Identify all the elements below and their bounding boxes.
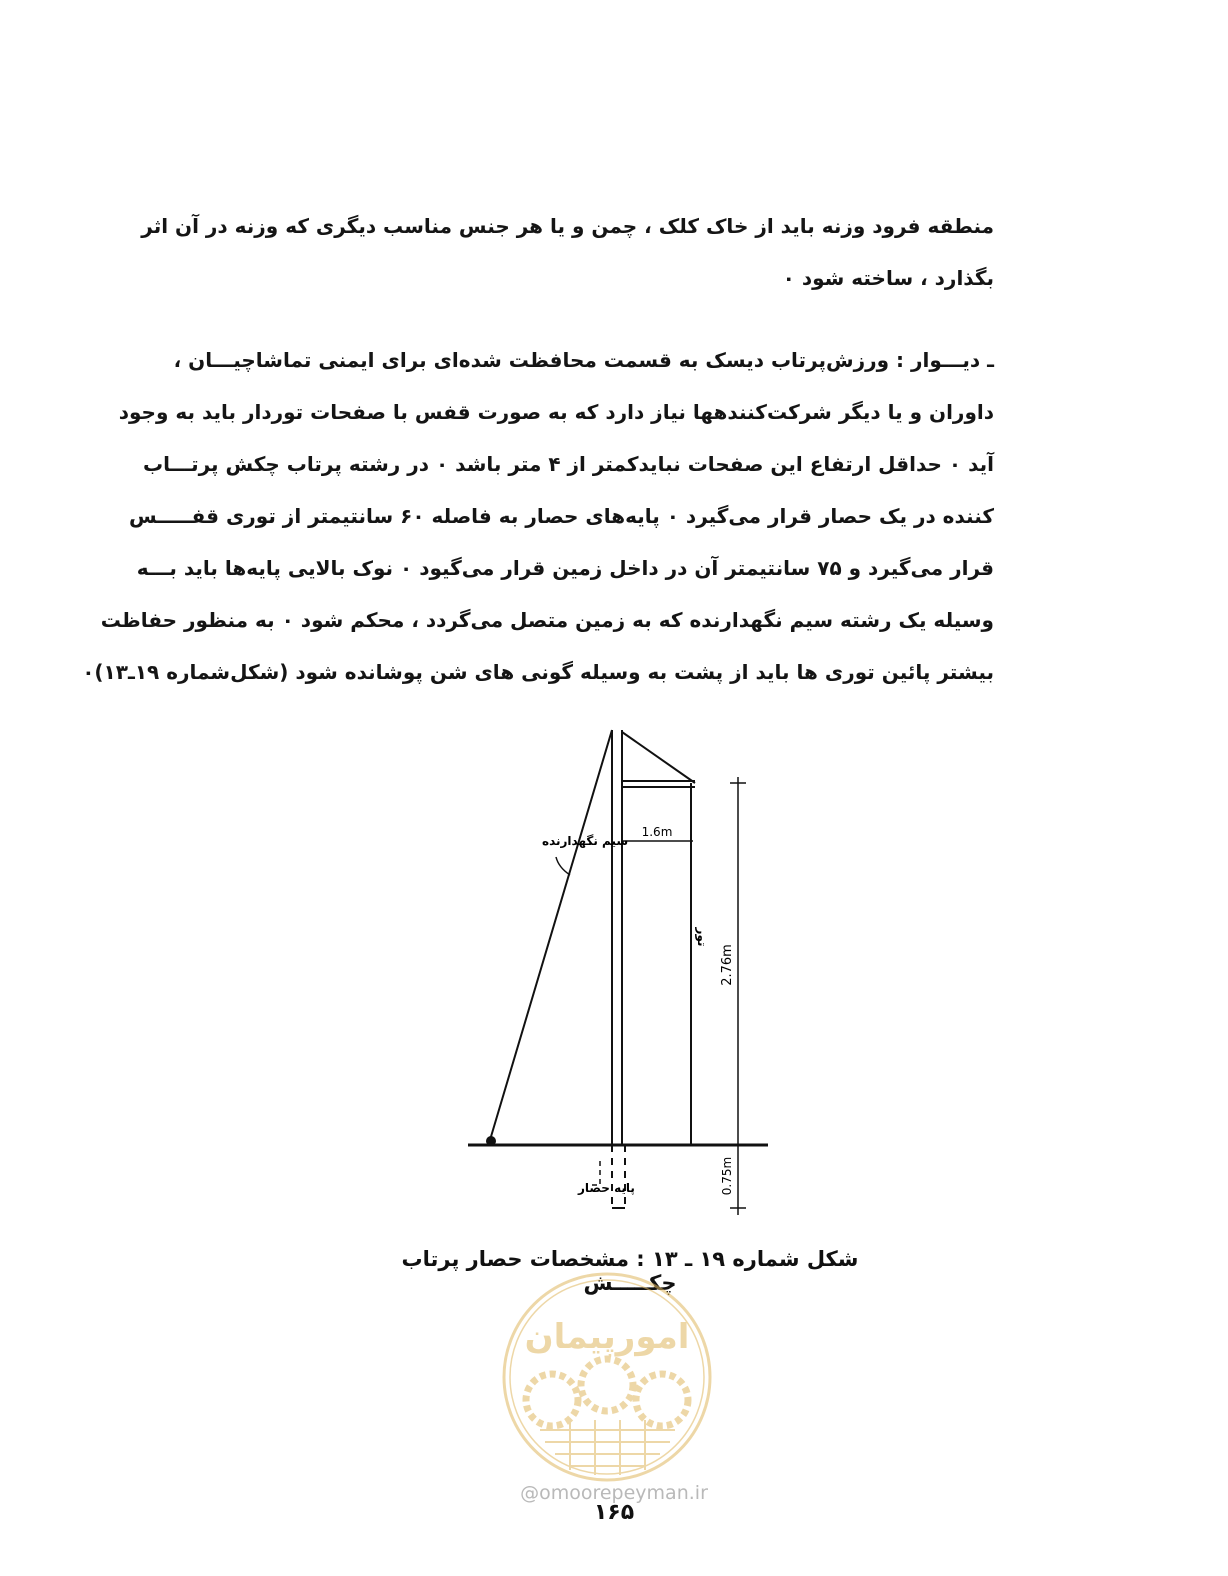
fence-diagram: [460, 715, 780, 1225]
paragraph-line: داوران و یا دیگر شرکت‌کنندهها نیاز دارد که به صورت قفس با صفحات توردار باید به وجود: [118, 400, 994, 424]
paragraph-line: بگذارد ، ساخته شود ۰: [782, 266, 994, 290]
gear-icon: [581, 1359, 633, 1411]
paragraph-landing-area: [141, 200, 994, 304]
paragraph-line: آید ۰ حداقل ارتفاع این صفحات نبایدکمتر از ۴ متر باشد ۰ در رشته پرتاب چکش پرتـــاب: [142, 452, 994, 476]
wire-anchor: [486, 1136, 496, 1146]
paragraph-line-first: [173, 334, 994, 386]
dim-label-2-76m: 2.76m: [720, 944, 735, 986]
section-heading: ـ دیـــوار :: [896, 348, 994, 372]
dim-label-0-75m: 0.75m: [720, 1156, 734, 1196]
watermark-logo-text: امورپیمان: [524, 1317, 690, 1357]
paragraph-line: کننده در یک حصار قرار می‌گیرد ۰ پایه‌های حصار به فاصله ۶۰ سانتیمتر از توری قفـــــس: [129, 504, 994, 528]
leader-guy-wire: [556, 857, 570, 875]
paragraph-line: بیشتر پائین توری ها باید از پشت به وسیله گونی های شن پوشانده شود (شکل‌شماره ۱۹ـ۱۳)۰: [82, 660, 994, 684]
label-post: پایه حصار: [578, 1181, 635, 1195]
paragraph-line: وسیله یک رشته سیم نگهدارنده که به زمین متصل می‌گردد ، محکم شود ۰ به منظور حفاظت: [100, 608, 994, 632]
page-number: ۱۶۵: [593, 1500, 635, 1525]
watermark-url: @omoorepeyman.ir: [520, 1482, 708, 1504]
label-net: تور: [695, 927, 709, 947]
dim-label-1-6m: 1.6m: [641, 825, 673, 839]
paragraph-line-text: ورزش‌پرتاب دیسک به قسمت محافظت شده‌ای برای ایمنی تماشاچیـــان ،: [173, 348, 897, 372]
paragraph-line: قرار می‌گیرد و ۷۵ سانتیمتر آن در داخل زمین قرار می‌گیود ۰ نوک بالایی پایه‌ها باید بـــه: [136, 556, 994, 580]
top-bracket: [622, 732, 695, 783]
guy-wire: [490, 730, 612, 1140]
paragraph-line: منطقه فرود وزنه باید از خاک کلک ، چمن و یا هر جنس مناسب دیگری که وزنه در آن اثر: [141, 214, 994, 238]
paragraph-wall: [82, 334, 994, 698]
watermark-logo: [500, 1270, 715, 1485]
gear-icon: [526, 1374, 578, 1426]
figure-caption: شکل شماره ۱۹ ـ ۱۳ : مشخصات حصار پرتاب چکـــــش: [401, 1247, 859, 1295]
label-guy-wire: سیم نگهدارنده: [542, 834, 629, 848]
gear-icon: [636, 1374, 688, 1426]
